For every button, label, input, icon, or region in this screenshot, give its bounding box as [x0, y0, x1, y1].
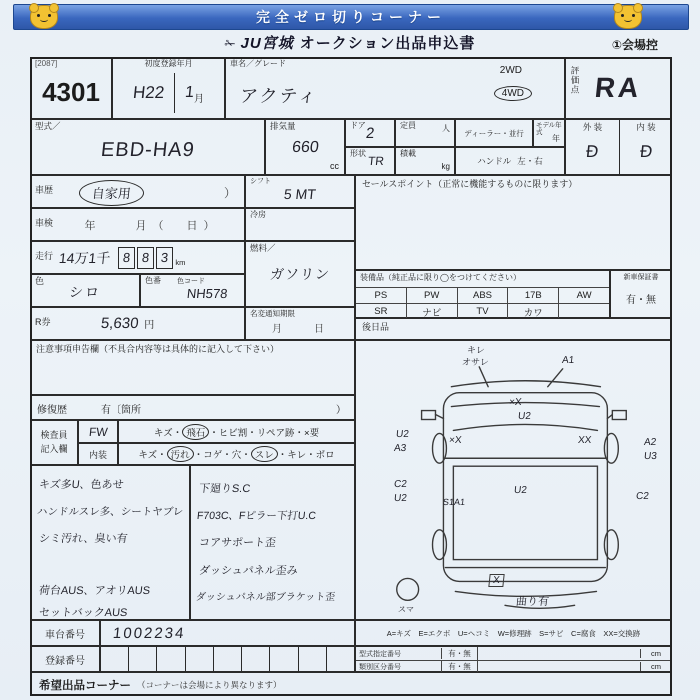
mileage-unit: km	[175, 258, 186, 267]
wheel-front-right	[604, 433, 618, 463]
exterior-item-circled-text: 飛石	[186, 427, 206, 439]
notes-left-column	[30, 465, 190, 620]
desired-corner-note: （コーナーは会場により異なります）	[137, 680, 282, 690]
wheel-rear-left	[433, 530, 447, 560]
capacity-cell	[395, 119, 455, 147]
equipment-option-leather: カワ	[508, 303, 559, 319]
equipment-option-navi: ナビ	[407, 303, 458, 319]
first-registration-label: 初度登録年月	[144, 59, 193, 68]
note-line: F703C、Fピラー下打U.C	[196, 510, 317, 522]
sheet-header	[0, 32, 700, 56]
fuel-cell	[245, 241, 355, 307]
name-change-deadline-value: 月 日	[272, 324, 328, 335]
bear-ear-icon	[49, 3, 59, 13]
steering-value: 左・右	[517, 156, 543, 166]
damage-mark-side-right: C2	[635, 491, 650, 502]
damage-legend-cell	[355, 620, 672, 646]
load-capacity-label: 積載	[400, 149, 416, 158]
wheel-rear-right	[604, 530, 618, 560]
color-code-value: NH578	[186, 286, 229, 301]
first-registration-era: H22	[132, 83, 166, 102]
documents-row2-value: 有・無	[441, 661, 477, 672]
later-items-cell	[355, 318, 672, 340]
chassis-number-value: 1002234	[112, 625, 187, 642]
mileage-digit: 8	[122, 250, 132, 265]
damage-mark-right-2: U3	[643, 451, 658, 462]
inspector-exterior-key: FW	[87, 424, 109, 439]
color-cell	[30, 274, 140, 307]
annotation-leader-top	[479, 367, 488, 387]
grade-score-cell	[565, 57, 672, 119]
usage-history-paren: ）	[223, 186, 236, 200]
damage-mark-bottom-x: X	[488, 574, 504, 587]
interior-item-circled-1	[167, 446, 194, 462]
bear-ear-icon	[633, 3, 643, 13]
note-line: ハンドルスレ多、シートヤブレ	[36, 506, 184, 518]
equipment-option-17b: 17B	[508, 287, 559, 303]
bear-eye-icon	[632, 14, 635, 17]
usage-history-value-circled	[79, 180, 144, 206]
inspection-expiry-label: 車検	[35, 218, 54, 228]
registration-number-box	[242, 647, 270, 671]
damage-mark-side-left: S1A1	[442, 497, 466, 507]
exterior-grade-cell	[566, 120, 619, 174]
model-year-cell	[533, 119, 565, 147]
damage-mark-left-2: A3	[393, 443, 407, 454]
mirror-left-arm	[435, 415, 443, 419]
notes-right-column	[190, 465, 355, 620]
damage-mark-left-3: C2	[393, 479, 408, 490]
inspector-interior-key: 内装	[88, 449, 107, 460]
mileage-digit: 8	[141, 250, 151, 265]
repair-history-value: 有〔箇所	[101, 405, 141, 416]
color-code-cell	[140, 274, 245, 307]
car-damage-diagram-cell	[355, 340, 672, 620]
chassis-number-value-cell	[100, 620, 355, 646]
mileage-digit-box	[156, 247, 173, 269]
registration-number-box	[129, 647, 157, 671]
model-year-label: モデル年式	[536, 122, 562, 137]
damage-mark-right-1: A2	[643, 437, 657, 448]
chassis-number-label-cell	[30, 620, 100, 646]
inspection-expiry-value: 年 月（ 日）	[84, 219, 221, 232]
drive-4wd-text: 4WD	[501, 88, 524, 99]
damage-mark-mid-left: ×X	[448, 435, 463, 446]
registration-number-box	[299, 647, 327, 671]
bear-ear-icon	[613, 3, 623, 13]
bed-inner-outline	[453, 466, 597, 559]
aircon-label: 冷房	[250, 210, 266, 219]
equipment-option-pw: PW	[407, 287, 458, 303]
door-value: 2	[364, 124, 376, 142]
recycle-ticket-cell	[30, 307, 245, 340]
note-line: 下廻りS.C	[198, 483, 251, 495]
sales-point-cell	[355, 175, 672, 270]
inspector-label-2: 記入欄	[40, 443, 68, 454]
documents-row1-label: 型式指定番号	[359, 650, 401, 658]
name-change-deadline-label: 名変通知期限	[250, 309, 295, 318]
first-registration-month: 1	[184, 84, 195, 101]
bear-eye-icon	[48, 14, 51, 17]
note-line: ダッシュパネル歪み	[198, 565, 299, 577]
documents-cell	[355, 646, 672, 672]
door-label: ドア	[350, 121, 366, 130]
body-shape-label: 形状	[350, 149, 366, 158]
grade-score-value: RA	[593, 72, 644, 103]
shift-value: 5 MT	[283, 185, 317, 202]
documents-row-1	[356, 647, 671, 661]
registration-number-label-cell	[30, 646, 100, 672]
equipment-option-abs: ABS	[458, 287, 509, 303]
name-change-deadline-cell	[245, 307, 355, 340]
damage-note-spare: スマ	[397, 605, 415, 614]
documents-row2-unit: cm	[640, 662, 671, 671]
hood-line	[451, 403, 599, 407]
desired-corner-label: 希望出品コーナー	[39, 680, 131, 692]
model-code-value: EBD-HA9	[99, 138, 196, 161]
mileage-digit-box	[137, 247, 154, 269]
interior-grade-cell	[619, 120, 672, 174]
note-line: 荷台AUS、アオリAUS	[38, 585, 151, 597]
registration-number-box	[157, 647, 185, 671]
damage-note-top-1: キレ	[466, 345, 486, 355]
body-shape-cell	[345, 147, 395, 175]
damage-mark-left-4: U2	[393, 493, 408, 504]
equipment-option-empty	[559, 303, 609, 319]
registration-number-box	[186, 647, 214, 671]
load-capacity-unit: kg	[441, 162, 450, 171]
displacement-value: 660	[290, 139, 320, 156]
usage-history-cell	[30, 175, 245, 208]
lot-number-cell	[30, 57, 112, 119]
color-code-label: 色番	[145, 276, 161, 285]
fuel-value: ガソリン	[269, 266, 331, 282]
lot-number: 4301	[42, 76, 100, 107]
color-label: 色	[35, 276, 45, 286]
interior-grade-mark: Ð	[638, 142, 654, 161]
promo-banner	[13, 4, 689, 30]
sheet-title	[225, 35, 476, 52]
mileage-value: 14万1千	[58, 249, 112, 266]
vehicle-name-label: 車名／グレード	[230, 59, 286, 68]
registration-number-box	[327, 647, 354, 671]
registration-number-box	[101, 647, 129, 671]
exterior-item-b: ・ヒビ割・リペア跡・×要	[209, 427, 320, 439]
desired-corner-cell	[30, 672, 672, 696]
later-items-label: 後日品	[362, 322, 390, 332]
documents-row1-blank	[477, 647, 640, 660]
drive-2wd-option: 2WD	[499, 65, 522, 76]
sales-point-label: セールスポイント（正常に機能するものに限ります）	[362, 179, 578, 189]
inspector-interior-key-cell	[78, 443, 118, 465]
equipment-option-tv: TV	[458, 303, 509, 319]
damage-mark-a1: A1	[561, 355, 575, 366]
exterior-item-circled	[182, 424, 209, 440]
mirror-left	[422, 411, 436, 420]
warranty-label: 新車保証書	[623, 274, 659, 281]
interior-item-a: キズ・	[138, 450, 167, 461]
interior-item-c: ・キレ・ボロ	[277, 450, 335, 461]
note-line: キズ多U、色あせ	[38, 479, 125, 491]
model-year-unit: 年	[552, 134, 560, 143]
fuel-label: 燃料／	[250, 243, 276, 253]
dealer-parallel-cell	[455, 119, 533, 147]
displacement-label: 排気量	[270, 121, 296, 131]
warranty-value: 有・無	[626, 294, 656, 306]
notice-label: 注意事項申告欄（不具合内容等は具体的に記入して下さい）	[36, 344, 280, 354]
door-cell	[345, 119, 395, 147]
mileage-digit: 3	[160, 250, 170, 265]
vehicle-name-cell	[225, 57, 565, 119]
mirror-right-arm	[607, 415, 612, 419]
equipment-option-ps: PS	[356, 287, 407, 303]
annotation-leader-a1	[548, 369, 563, 387]
exterior-item-a: キズ・	[153, 427, 183, 439]
exterior-grade-label: 外 装	[582, 122, 603, 132]
bear-mouth-icon	[40, 17, 48, 22]
damage-note-bent: 曲り有	[515, 596, 550, 608]
load-capacity-cell	[395, 147, 455, 175]
windshield-line	[453, 424, 597, 430]
equipment-label: 装備品（純正品に限り◯をつけてください）	[360, 273, 521, 282]
interior-grade-label: 内 装	[636, 122, 656, 132]
damage-mark-cab-2: U2	[517, 411, 532, 422]
registration-number-box	[214, 647, 242, 671]
damage-mark-cab-1: ×X	[508, 397, 523, 408]
steering-cell	[455, 147, 565, 175]
scissors-icon: ✁	[224, 36, 237, 51]
shift-label: シフト	[250, 178, 271, 185]
interior-item-circled-text: 汚れ	[170, 450, 190, 461]
damage-legend-text: A=キズ E=エクボ U=ヘコミ W=修理跡 S=サビ C=腐食 XX=交換跡	[386, 628, 641, 638]
inspector-label-1: 検査員	[40, 430, 68, 440]
bear-eye-icon	[621, 14, 624, 17]
brand-logo: JU宮城	[240, 35, 294, 52]
interior-item-b: ・コゲ・穴・	[193, 450, 251, 461]
spare-tire-circle	[397, 578, 419, 600]
usage-history-label: 車歴	[35, 185, 54, 195]
cell-divider	[174, 73, 175, 113]
recycle-ticket-unit: 円	[144, 320, 155, 331]
repair-history-label: 修復歴	[37, 405, 67, 416]
mileage-label: 走行	[35, 251, 54, 261]
dealer-parallel-label: ディーラー・並行	[464, 128, 524, 138]
documents-row1-unit: cm	[640, 649, 671, 658]
documents-row1-value: 有・無	[441, 648, 477, 659]
venue-copy-label: ①会場控	[611, 38, 658, 52]
steering-label: ハンドル	[477, 156, 512, 166]
equipment-cell	[355, 270, 610, 318]
body-shape-value: TR	[367, 154, 385, 168]
warranty-cell	[610, 270, 672, 318]
bear-eye-icon	[37, 14, 40, 17]
note-line: シミ汚れ、臭い有	[38, 533, 129, 545]
mirror-right	[612, 411, 626, 420]
grade-score-label: 評価点	[570, 66, 580, 95]
wheel-front-left	[433, 433, 447, 463]
aircon-cell	[245, 208, 355, 241]
first-registration-month-unit: 月	[194, 93, 205, 105]
damage-mark-mid-right: XX	[577, 435, 592, 446]
chassis-number-label: 車台番号	[45, 629, 85, 641]
bear-mascot-icon	[614, 5, 642, 29]
inspection-expiry-cell	[30, 208, 245, 241]
vehicle-name-value: アクティ	[238, 86, 319, 106]
lot-code: [2087]	[35, 59, 58, 68]
interior-item-circled-text: スレ	[254, 450, 274, 461]
model-code-label: 型式／	[35, 121, 61, 131]
bear-ear-icon	[29, 3, 39, 13]
registration-number-label: 登録番号	[45, 655, 85, 667]
inspector-interior-items-cell	[118, 443, 355, 465]
front-bumper-line	[451, 381, 600, 387]
inspector-label-cell	[30, 420, 78, 465]
displacement-unit: cc	[330, 161, 339, 171]
notice-cell	[30, 340, 355, 395]
registration-number-box	[270, 647, 298, 671]
exterior-interior-cell	[565, 119, 672, 175]
sheet-title-text: オークション出品申込書	[299, 35, 476, 52]
color-value: シロ	[68, 283, 102, 300]
usage-history-text: 自家用	[91, 186, 132, 201]
damage-mark-left-1: U2	[395, 429, 410, 440]
model-code-cell	[30, 119, 265, 175]
inspector-exterior-key-cell	[78, 420, 118, 443]
damage-note-top-2: オサレ	[461, 357, 490, 367]
registration-number-boxes	[100, 646, 355, 672]
color-code-sublabel: 色コード	[177, 278, 205, 285]
recycle-ticket-label: R券	[35, 317, 51, 327]
displacement-cell	[265, 119, 345, 175]
promo-banner-title: 完全ゼロ切りコーナー	[256, 9, 446, 25]
note-line: セットバックAUS	[38, 607, 128, 619]
first-registration-cell	[112, 57, 225, 119]
interior-item-circled-2	[251, 446, 278, 462]
exterior-grade-mark: Ð	[585, 142, 600, 161]
inspector-exterior-items-cell	[118, 420, 355, 443]
repair-history-paren: ）	[336, 405, 346, 416]
capacity-unit: 人	[442, 124, 450, 133]
bear-mascot-icon	[30, 5, 58, 29]
mileage-cell	[30, 241, 245, 274]
repair-history-cell	[30, 395, 355, 420]
damage-mark-bed: U2	[513, 485, 528, 496]
note-line: コアサポート歪	[198, 537, 277, 549]
documents-row2-label: 類別区分番号	[359, 663, 401, 671]
mileage-digit-box	[118, 247, 135, 269]
equipment-option-sr: SR	[356, 303, 407, 319]
recycle-ticket-value: 5,630	[99, 315, 140, 332]
equipment-option-aw: AW	[559, 287, 609, 303]
drive-4wd-option-circled	[494, 86, 532, 101]
shift-cell	[245, 175, 355, 208]
bear-mouth-icon	[624, 17, 632, 22]
note-line: ダッシュパネル部ブラケット歪	[195, 592, 336, 603]
capacity-label: 定員	[400, 121, 416, 130]
